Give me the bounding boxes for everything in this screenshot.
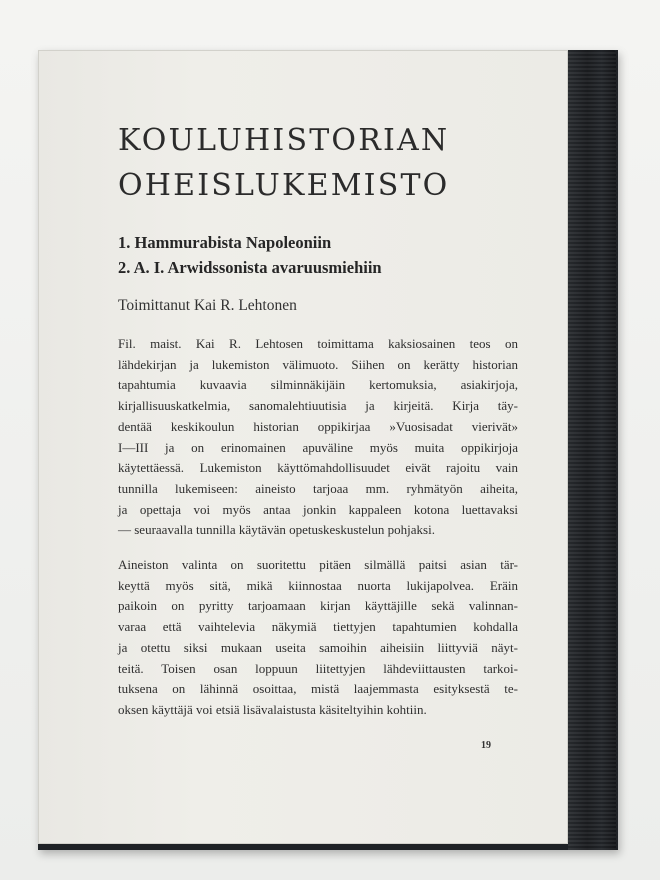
paragraph-line: keyttä myös sitä, mikä kiinnostaa nuorta lukijapolvea. Eräin bbox=[118, 577, 518, 593]
paragraph-line: paikoin on pyritty tarjoamaan kirjan käyttäjille sekä valinnan- bbox=[118, 598, 518, 614]
description-paragraph-1 bbox=[118, 334, 518, 541]
editor-credit: Toimittanut Kai R. Lehtonen bbox=[118, 297, 297, 314]
book-spine bbox=[568, 50, 616, 850]
cover-text bbox=[118, 118, 518, 721]
cover-title-line-1: KOULUHISTORIAN bbox=[118, 123, 450, 158]
paragraph-line: tapahtumia kuvaavia silminnäkijäin kertomuksia, asiakirjoja, bbox=[118, 377, 518, 393]
volume-1-title: 1. Hammurabista Napoleoniin bbox=[118, 233, 332, 252]
paragraph-line: ja opettaja voi myös antaa jonkin kappaleen kotona luettavaksi bbox=[118, 501, 518, 517]
paragraph-line: dentää keskikoulun historian oppikirjaa »Vuosisadat vierivät» bbox=[118, 418, 518, 434]
paragraph-line: — seuraavalla tunnilla käytävän opetuskeskustelun pohjaksi. bbox=[118, 522, 435, 538]
paragraph-line: lähdekirjan ja lukemiston välimuoto. Siihen on kerätty historian bbox=[118, 356, 518, 372]
paragraph-line: Aineiston valinta on suoritettu pitäen silmällä paitsi asian tär- bbox=[118, 557, 518, 573]
paragraph-line: käytettäessä. Lukemiston käyttömahdollisuudet eivät rajoitu vain bbox=[118, 460, 518, 476]
paragraph-line: I—III ja on erinomainen apuväline myös muita oppikirjoja bbox=[118, 439, 518, 455]
paragraph-line: Fil. maist. Kai R. Lehtosen toimittama kaksiosainen teos on bbox=[118, 336, 518, 351]
paragraph-line: varaa että vaihtelevia näkymiä tiettyjen tapahtumien kohdalla bbox=[118, 619, 518, 635]
paragraph-line: tuksena on lähinnä osoittaa, mistä laajemmasta esityksestä te- bbox=[118, 681, 518, 697]
cover-title bbox=[118, 118, 518, 208]
paragraph-line: ja otettu siksi mukaan useita samoihin aiheisiin liittyviä näyt- bbox=[118, 639, 518, 655]
paragraph-line: kirjallisuuskatkelmia, sanomalehtiuutisia ja kirjeitä. Kirja täy- bbox=[118, 398, 518, 414]
cover-title-line-2: OHEISLUKEMISTO bbox=[118, 168, 450, 203]
paragraph-line: teitä. Toisen osan loppuun liitettyjen lähdeviittausten tarkoi- bbox=[118, 660, 518, 676]
volume-2-title: 2. A. I. Arwidssonista avaruusmiehiin bbox=[118, 258, 382, 277]
volume-list bbox=[118, 230, 518, 280]
description-paragraph-2 bbox=[118, 555, 518, 721]
page-number: 19 bbox=[481, 740, 491, 751]
paragraph-line: oksen käyttäjä voi etsiä lisävalaistusta käsiteltyihin kohtiin. bbox=[118, 701, 427, 717]
paragraph-line: tunnilla lukemiseen: aineisto tarjoaa mm. ryhmätyön aiheita, bbox=[118, 480, 518, 496]
